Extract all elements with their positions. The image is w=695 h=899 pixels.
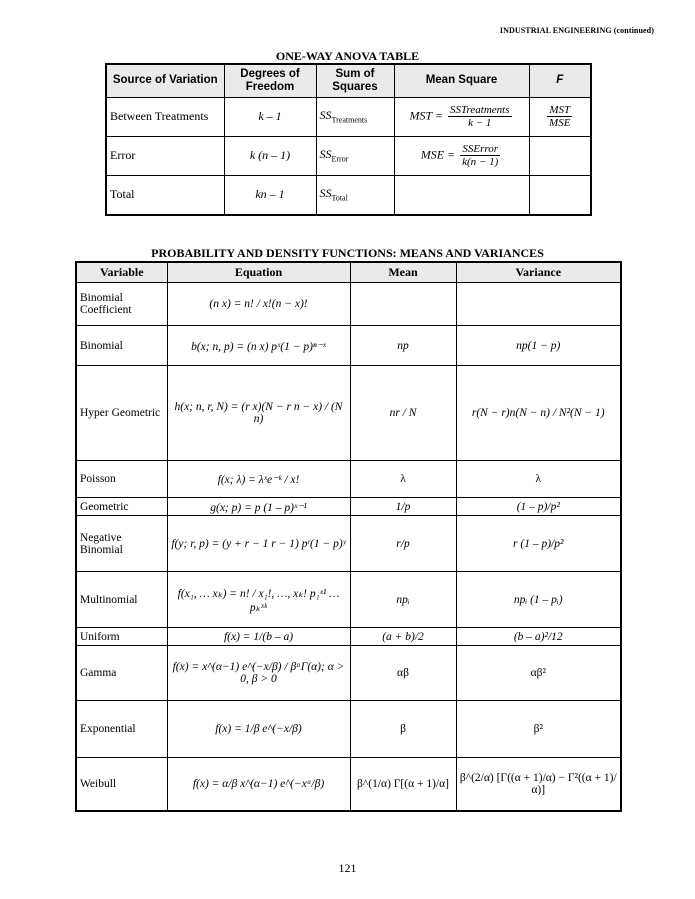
anova-ss: [316, 136, 394, 175]
prob-table: [75, 261, 622, 812]
equation: g(x; p) = p (1 – p)ˣ⁻¹: [167, 498, 350, 516]
table-row: [106, 97, 591, 136]
mean: β^(1/α) Γ[(α + 1)/α]: [350, 758, 456, 811]
equation: (n x) = n! / x!(n − x)!: [167, 283, 350, 326]
variance: np(1 − p): [456, 326, 621, 366]
table-row: [76, 646, 621, 701]
equation: f(x) = 1/β e^(−x/β): [167, 701, 350, 758]
ss-symbol: SS: [319, 147, 332, 162]
equation: f(x₁, … xₖ) = n! / x₁!, …, xₖ! p₁ˣ¹ … pₖˣᵏ: [167, 572, 350, 628]
prob-title: PROBABILITY AND DENSITY FUNCTIONS: MEANS AND VARIANCES: [151, 246, 544, 260]
ms-num: SSTreatments: [450, 104, 510, 116]
col-header: Source of Variation: [106, 64, 224, 97]
mean: [350, 283, 456, 326]
table-row: [76, 366, 621, 461]
equation: f(x) = α/β x^(α−1) e^(−xᵅ/β): [167, 758, 350, 811]
variable: Exponential: [76, 701, 167, 758]
anova-source: Total: [106, 175, 224, 215]
equation: h(x; n, r, N) = (r x)(N − r n − x) / (N n): [167, 366, 350, 461]
anova-source: Error: [106, 136, 224, 175]
table-row: [106, 175, 591, 215]
col-header: Variance: [456, 262, 621, 283]
col-header: Degrees of Freedom: [224, 64, 316, 97]
col-header: Equation: [167, 262, 350, 283]
mean: r/p: [350, 516, 456, 572]
mean: λ: [350, 461, 456, 498]
mean: β: [350, 701, 456, 758]
ss-symbol: SS: [319, 186, 332, 201]
variable: Binomial Coefficient: [76, 283, 167, 326]
ms-den: k(n − 1): [462, 156, 499, 168]
mean: nr / N: [350, 366, 456, 461]
variable: Hyper Geometric: [76, 366, 167, 461]
equation: f(x; λ) = λˣe⁻ᵏ / x!: [167, 461, 350, 498]
equation: f(y; r, p) = (y + r − 1 r − 1) pʳ(1 − p)ʸ: [167, 516, 350, 572]
variance: r (1 – p)/p²: [456, 516, 621, 572]
variance: npᵢ (1 – pᵢ): [456, 572, 621, 628]
anova-title: ONE-WAY ANOVA TABLE: [275, 49, 420, 63]
table-row: [76, 461, 621, 498]
anova-ms: [394, 175, 529, 215]
anova-f: [529, 136, 591, 175]
table-row: [106, 136, 591, 175]
ss-subscript: Treatments: [331, 115, 368, 125]
variance: λ: [456, 461, 621, 498]
equation: f(x) = 1/(b – a): [167, 628, 350, 646]
anova-table: [105, 63, 592, 216]
anova-ms: [394, 136, 529, 175]
col-header: Sum of Squares: [316, 64, 394, 97]
ss-subscript: Error: [331, 154, 349, 164]
variable: Multinomial: [76, 572, 167, 628]
table-row: [76, 628, 621, 646]
variance: r(N − r)n(N − n) / N²(N − 1): [456, 366, 621, 461]
ms-lhs: MSE =: [420, 147, 456, 162]
mean: 1/p: [350, 498, 456, 516]
variance: [456, 283, 621, 326]
table-row: [76, 498, 621, 516]
variable: Binomial: [76, 326, 167, 366]
variable: Uniform: [76, 628, 167, 646]
variable: Negative Binomial: [76, 516, 167, 572]
ms-lhs: MST =: [409, 108, 444, 123]
variance: (b – a)²/12: [456, 628, 621, 646]
variable: Weibull: [76, 758, 167, 811]
ms-den: k − 1: [468, 117, 492, 129]
running-header: INDUSTRIAL ENGINEERING (continued): [499, 26, 654, 35]
col-header: Mean Square: [394, 64, 529, 97]
table-row: [76, 283, 621, 326]
mean: np: [350, 326, 456, 366]
anova-df: k – 1: [224, 97, 316, 136]
anova-ss: [316, 97, 394, 136]
ms-num: SSError: [460, 143, 500, 156]
page-number: 121: [338, 861, 357, 875]
anova-ms: [394, 97, 529, 136]
f-den: MSE: [549, 117, 571, 129]
anova-df: kn – 1: [224, 175, 316, 215]
col-header: F: [529, 64, 591, 97]
variable: Poisson: [76, 461, 167, 498]
col-header: Mean: [350, 262, 456, 283]
mean: (a + b)/2: [350, 628, 456, 646]
col-header: Variable: [76, 262, 167, 283]
variance: (1 – p)/p²: [456, 498, 621, 516]
variance: β²: [456, 701, 621, 758]
table-row: [76, 326, 621, 366]
anova-source: Between Treatments: [106, 97, 224, 136]
anova-ss: [316, 175, 394, 215]
anova-f: [529, 97, 591, 136]
anova-f: [529, 175, 591, 215]
table-row: [76, 758, 621, 811]
anova-df: k (n – 1): [224, 136, 316, 175]
variable: Geometric: [76, 498, 167, 516]
variable: Gamma: [76, 646, 167, 701]
table-row: [76, 516, 621, 572]
equation: b(x; n, p) = (n x) pˣ(1 − p)ⁿ⁻ˣ: [167, 326, 350, 366]
ss-symbol: SS: [319, 108, 332, 123]
mean: npᵢ: [350, 572, 456, 628]
table-row: [76, 572, 621, 628]
variance: αβ²: [456, 646, 621, 701]
equation: f(x) = x^(α−1) e^(−x/β) / βᵅΓ(α); α > 0, β > 0: [167, 646, 350, 701]
f-num: MST: [547, 104, 572, 117]
variance: β^(2/α) [Γ((α + 1)/α) − Γ²((α + 1)/α)]: [456, 758, 621, 811]
table-row: [76, 701, 621, 758]
mean: αβ: [350, 646, 456, 701]
ss-subscript: Total: [331, 193, 348, 203]
